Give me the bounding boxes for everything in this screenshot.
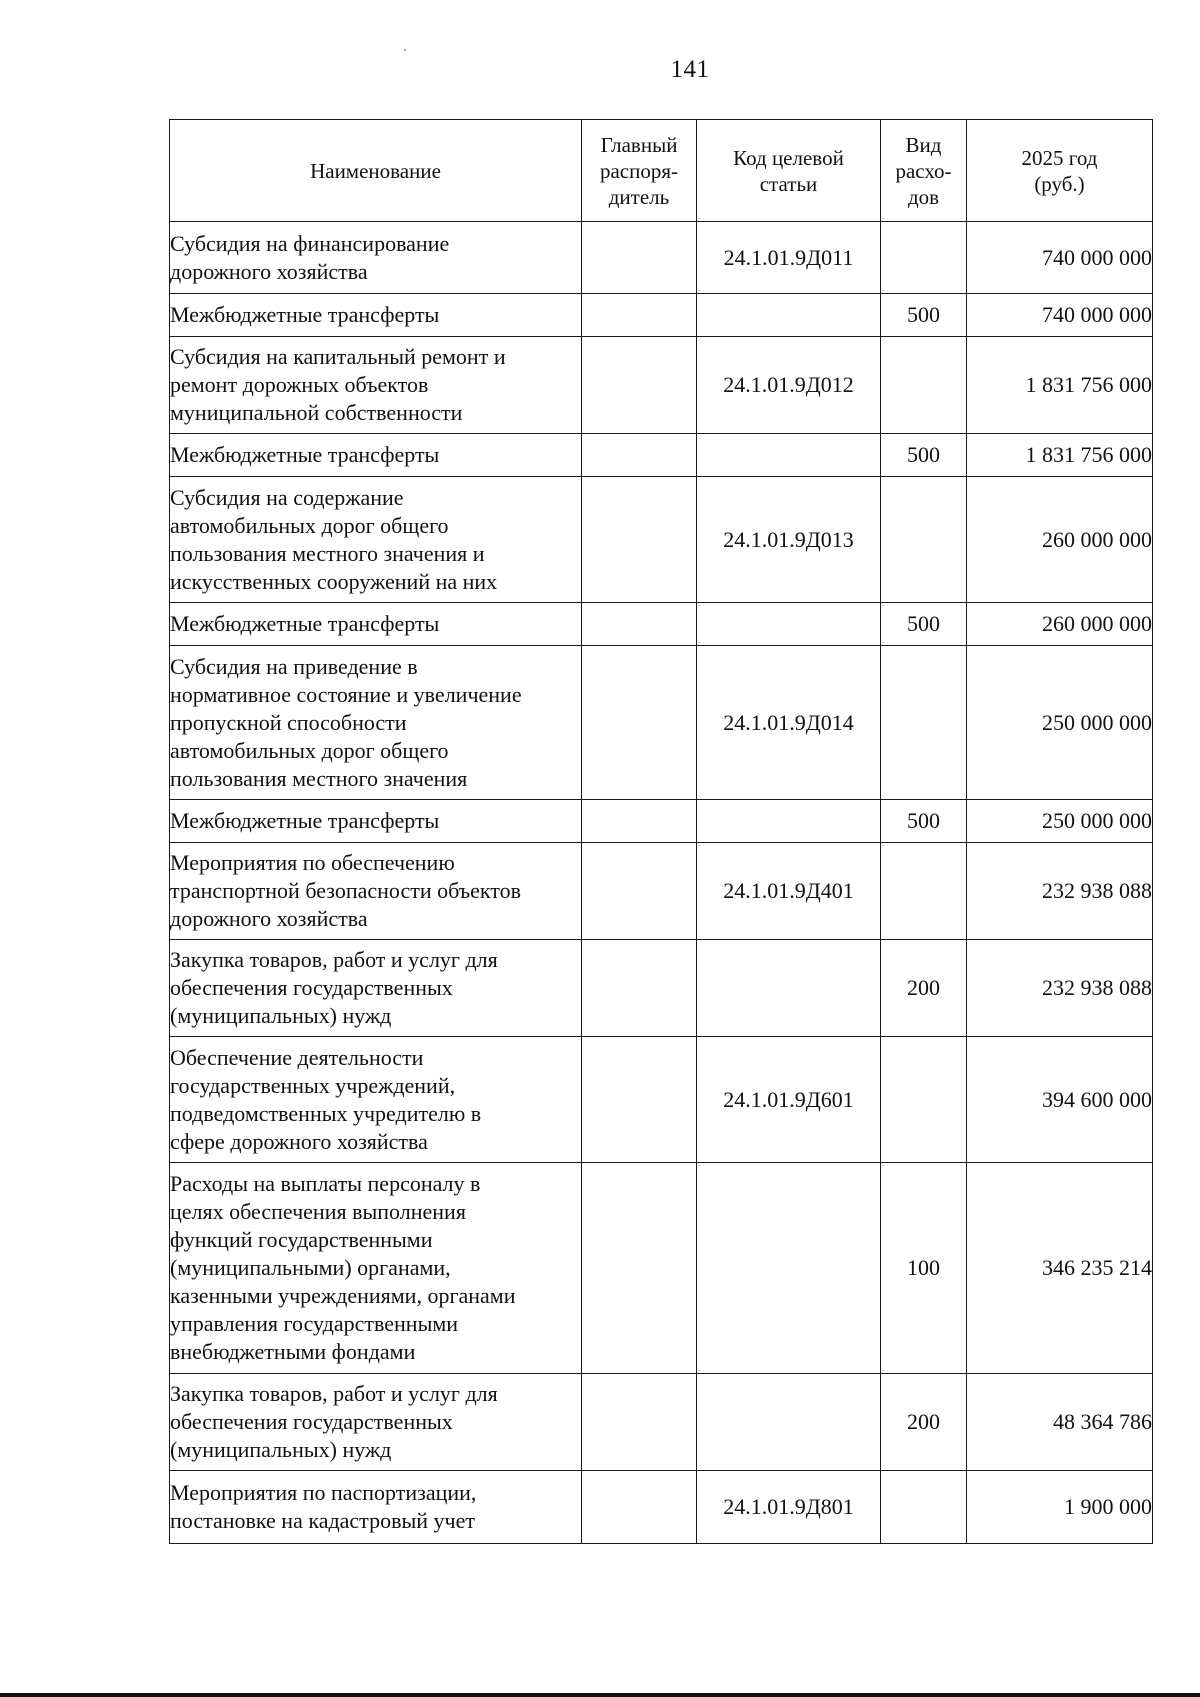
- cell-manager: [582, 800, 697, 843]
- cell-kind: 200: [881, 1374, 967, 1471]
- cell-kind: [881, 337, 967, 434]
- cell-amount: 48 364 786: [967, 1374, 1153, 1471]
- cell-name: [170, 800, 582, 843]
- table-row: [170, 646, 1153, 800]
- cell-name-line: нормативное состояние и увеличение: [170, 681, 522, 707]
- bottom-edge-rule: [0, 1693, 1200, 1697]
- cell-name-line: Субсидия на содержание: [170, 484, 404, 510]
- table-row: [170, 294, 1153, 337]
- cell-manager: [582, 434, 697, 477]
- header-line: дов: [907, 184, 940, 209]
- header-line: 2025 год: [1021, 145, 1098, 170]
- table-header: [170, 120, 1153, 222]
- cell-amount: 1 831 756 000: [967, 337, 1153, 434]
- header-line: Код целевой: [733, 145, 844, 170]
- table-row: [170, 603, 1153, 646]
- cell-name: [170, 1471, 582, 1544]
- cell-amount: 250 000 000: [967, 800, 1153, 843]
- cell-name: [170, 940, 582, 1037]
- cell-manager: [582, 1374, 697, 1471]
- table-row: [170, 940, 1153, 1037]
- header-line: Главный: [600, 132, 678, 157]
- cell-name-line: дорожного хозяйства: [170, 906, 368, 931]
- cell-name-line: (муниципальными) органами,: [170, 1255, 451, 1280]
- cell-name-line: Расходы на выплаты персоналу в: [170, 1171, 481, 1196]
- cell-code: 24.1.01.9Д401: [697, 843, 881, 940]
- cell-name: [170, 294, 582, 337]
- cell-code: [697, 940, 881, 1037]
- cell-name-line: постановке на кадастровый учет: [170, 1508, 475, 1533]
- header-manager: [582, 120, 697, 222]
- cell-code: 24.1.01.9Д801: [697, 1471, 881, 1544]
- cell-name-line: Мероприятия по обеспечению: [170, 850, 455, 875]
- page-number: 141: [670, 56, 710, 83]
- cell-amount: 232 938 088: [967, 843, 1153, 940]
- cell-kind: [881, 222, 967, 294]
- cell-name-line: обеспечения государственных: [170, 975, 453, 1000]
- cell-name-line: Межбюджетные трансферты: [170, 442, 440, 467]
- cell-kind: 100: [881, 1163, 967, 1374]
- cell-kind: 500: [881, 603, 967, 646]
- cell-name-line: казенными учреждениями, органами: [170, 1283, 516, 1308]
- cell-amount: 346 235 214: [967, 1163, 1153, 1374]
- cell-name-line: сфере дорожного хозяйства: [170, 1128, 428, 1154]
- cell-name-line: Субсидия на приведение в: [170, 653, 418, 679]
- cell-code: 24.1.01.9Д014: [697, 646, 881, 800]
- header-amount: [967, 120, 1153, 222]
- cell-name: [170, 1374, 582, 1471]
- header-row: [170, 120, 1153, 222]
- cell-name-line: муниципальной собственности: [170, 400, 463, 425]
- cell-code: 24.1.01.9Д601: [697, 1037, 881, 1163]
- cell-code: [697, 800, 881, 843]
- cell-name-line: пользования местного значения и: [170, 540, 485, 566]
- cell-amount: 250 000 000: [967, 646, 1153, 800]
- cell-name-line: Субсидия на финансирование: [170, 230, 450, 256]
- header-line: Вид: [905, 132, 942, 157]
- cell-code: [697, 1374, 881, 1471]
- cell-name-line: (муниципальных) нужд: [170, 1003, 392, 1028]
- header-line: статьи: [759, 171, 818, 196]
- header-line: распоря-: [599, 158, 679, 183]
- cell-amount: 1 831 756 000: [967, 434, 1153, 477]
- cell-name-line: автомобильных дорог общего: [170, 512, 449, 538]
- cell-manager: [582, 294, 697, 337]
- cell-manager: [582, 843, 697, 940]
- cell-name: [170, 843, 582, 940]
- cell-name-line: пользования местного значения: [170, 765, 468, 791]
- table-row: [170, 1037, 1153, 1163]
- table-row: [170, 1374, 1153, 1471]
- cell-amount: 394 600 000: [967, 1037, 1153, 1163]
- cell-name-line: Мероприятия по паспортизации,: [170, 1480, 477, 1505]
- cell-kind: [881, 1471, 967, 1544]
- table-body: [170, 222, 1153, 1544]
- cell-code: [697, 1163, 881, 1374]
- cell-kind: 200: [881, 940, 967, 1037]
- cell-code: 24.1.01.9Д011: [697, 222, 881, 294]
- cell-amount: 740 000 000: [967, 222, 1153, 294]
- cell-name-line: обеспечения государственных: [170, 1409, 453, 1434]
- cell-name-line: дорожного хозяйства: [170, 258, 368, 284]
- cell-manager: [582, 646, 697, 800]
- cell-name: [170, 434, 582, 477]
- header-kind: [881, 120, 967, 222]
- cell-manager: [582, 477, 697, 603]
- table-row: [170, 800, 1153, 843]
- table-row: [170, 477, 1153, 603]
- cell-name: [170, 222, 582, 294]
- cell-kind: [881, 477, 967, 603]
- cell-name-line: Обеспечение деятельности: [170, 1044, 424, 1070]
- cell-name-line: пропускной способности: [170, 709, 407, 735]
- cell-name: [170, 337, 582, 434]
- header-code: [697, 120, 881, 222]
- cell-kind: [881, 843, 967, 940]
- cell-amount: 260 000 000: [967, 603, 1153, 646]
- cell-kind: 500: [881, 294, 967, 337]
- cell-name-line: транспортной безопасности объектов: [170, 878, 522, 903]
- table-row: [170, 1163, 1153, 1374]
- cell-manager: [582, 1163, 697, 1374]
- cell-name-line: автомобильных дорог общего: [170, 737, 449, 763]
- cell-code: 24.1.01.9Д012: [697, 337, 881, 434]
- cell-name-line: ремонт дорожных объектов: [170, 372, 429, 397]
- cell-manager: [582, 222, 697, 294]
- header-line: расхо-: [895, 158, 952, 183]
- cell-kind: [881, 646, 967, 800]
- header-line: (руб.): [1034, 171, 1085, 196]
- table-row: [170, 1471, 1153, 1544]
- cell-manager: [582, 940, 697, 1037]
- cell-code: [697, 603, 881, 646]
- cell-manager: [582, 337, 697, 434]
- cell-name-line: внебюджетными фондами: [170, 1339, 416, 1364]
- cell-code: [697, 294, 881, 337]
- cell-amount: 740 000 000: [967, 294, 1153, 337]
- cell-name-line: управления государственными: [170, 1311, 459, 1336]
- cell-name: [170, 477, 582, 603]
- cell-manager: [582, 603, 697, 646]
- cell-name-line: государственных учреждений,: [170, 1072, 456, 1098]
- cell-name: [170, 1163, 582, 1374]
- header-name: Наименование: [170, 120, 582, 222]
- cell-kind: [881, 1037, 967, 1163]
- table-row: [170, 337, 1153, 434]
- cell-name: [170, 1037, 582, 1163]
- table-row: [170, 434, 1153, 477]
- cell-amount: 260 000 000: [967, 477, 1153, 603]
- cell-name-line: искусственных сооружений на них: [170, 568, 498, 594]
- header-line: дитель: [608, 184, 670, 209]
- cell-name: [170, 603, 582, 646]
- table-row: [170, 222, 1153, 294]
- cell-manager: [582, 1471, 697, 1544]
- cell-kind: 500: [881, 800, 967, 843]
- cell-code: 24.1.01.9Д013: [697, 477, 881, 603]
- budget-table: [169, 119, 1153, 1544]
- cell-code: [697, 434, 881, 477]
- cell-manager: [582, 1037, 697, 1163]
- cell-name-line: целях обеспечения выполнения: [170, 1199, 466, 1224]
- cell-name: [170, 646, 582, 800]
- cell-name-line: Межбюджетные трансферты: [170, 611, 440, 636]
- cell-name-line: (муниципальных) нужд: [170, 1437, 392, 1462]
- cell-name-line: Закупка товаров, работ и услуг для: [170, 947, 498, 972]
- cell-amount: 232 938 088: [967, 940, 1153, 1037]
- cell-kind: 500: [881, 434, 967, 477]
- cell-amount: 1 900 000: [967, 1471, 1153, 1544]
- cell-name-line: Межбюджетные трансферты: [170, 302, 440, 327]
- cell-name-line: Закупка товаров, работ и услуг для: [170, 1381, 498, 1406]
- cell-name-line: Межбюджетные трансферты: [170, 808, 440, 833]
- cell-name-line: Субсидия на капитальный ремонт и: [170, 344, 506, 369]
- cell-name-line: функций государственными: [170, 1227, 433, 1252]
- table-row: [170, 843, 1153, 940]
- scan-speck: [404, 49, 406, 51]
- cell-name-line: подведомственных учредителю в: [170, 1100, 482, 1126]
